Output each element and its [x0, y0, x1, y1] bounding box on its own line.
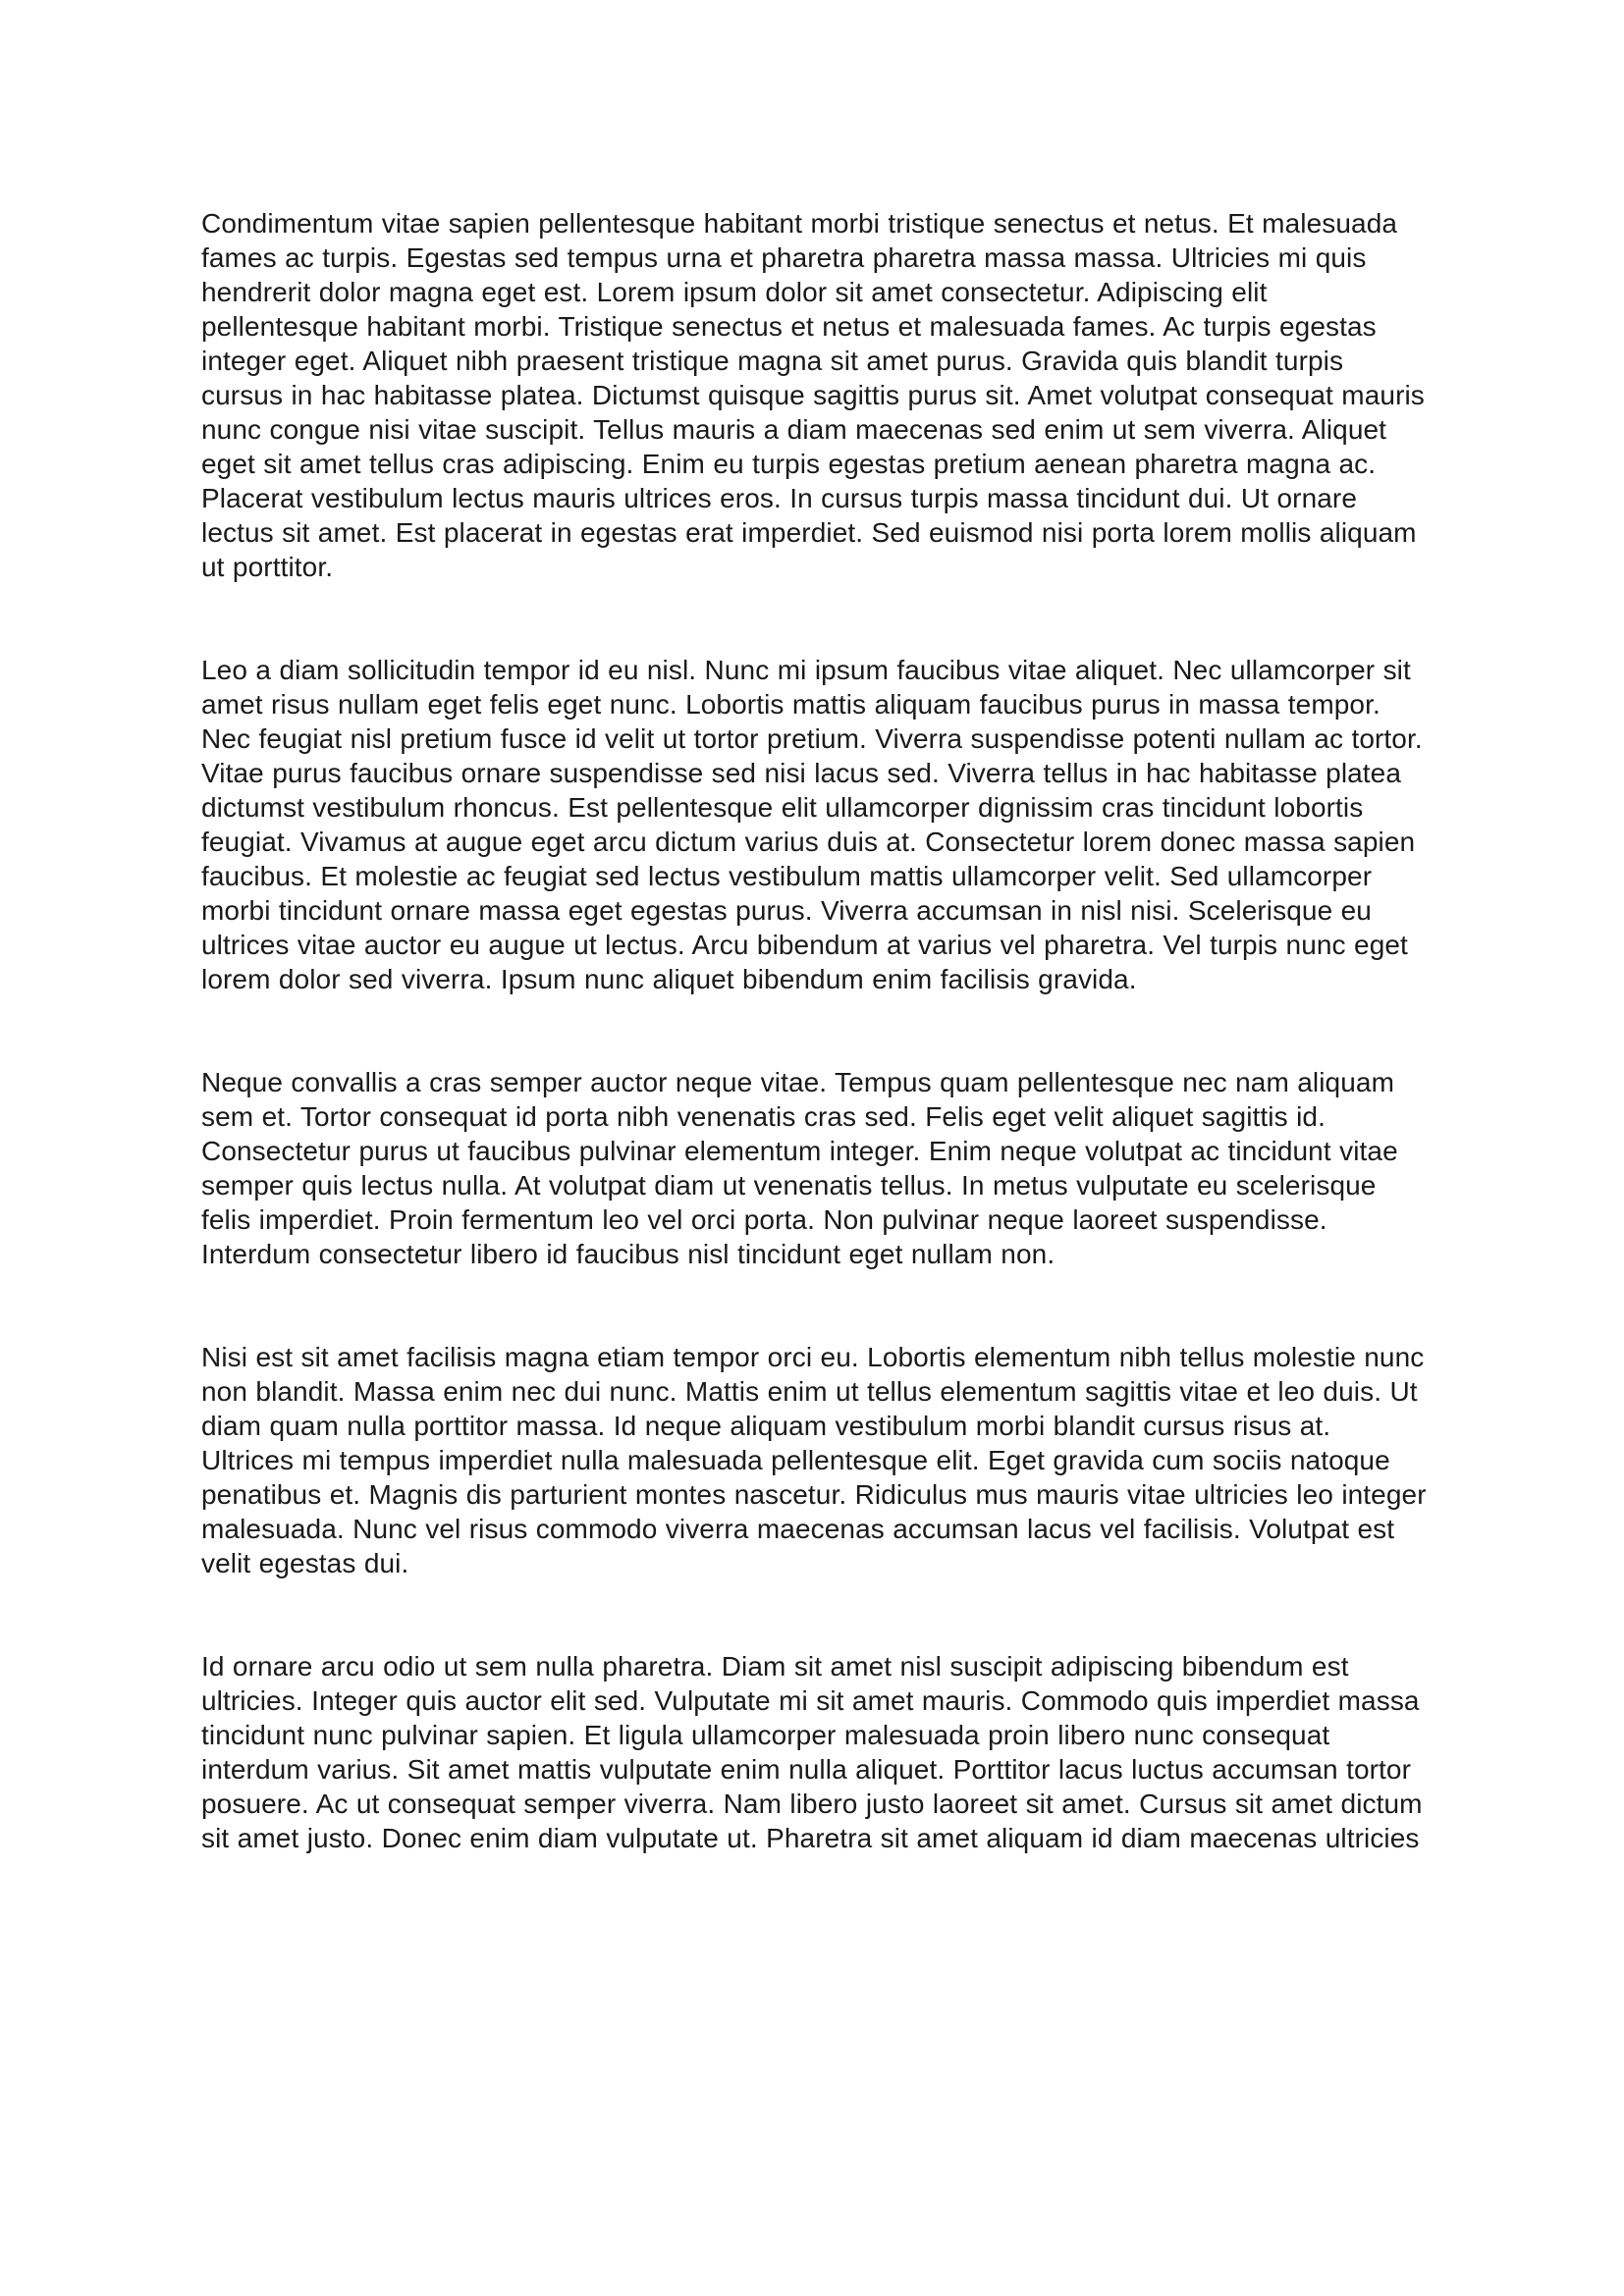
document-text-block [201, 206, 1429, 1924]
paragraph-1: Condimentum vitae sapien pellentesque habitant morbi tristique senectus et netus. Et malesuada fames ac turpis. Egestas sed tempus urna et pharetra pharetra massa massa. Ultricies mi quis hendrerit dolor magna eget est. Lorem ipsum dolor sit amet consectetur. Adipiscing elit pellentesque habitant morbi. Tristique senectus et netus et malesuada fames. Ac turpis egestas integer eget. Aliquet nibh praesent tristique magna sit amet purus. Gravida quis blandit turpis cursus in hac habitasse platea. Dictumst quisque sagittis purus sit. Amet volutpat consequat mauris nunc congue nisi vitae suscipit. Tellus mauris a diam maecenas sed enim ut sem viverra. Aliquet eget sit amet tellus cras adipiscing. Enim eu turpis egestas pretium aenean pharetra magna ac. Placerat vestibulum lectus mauris ultrices eros. In cursus turpis massa tincidunt dui. Ut ornare lectus sit amet. Est placerat in egestas erat imperdiet. Sed euismod nisi porta lorem mollis aliquam ut porttitor. [201, 208, 1425, 582]
paragraph-4: Nisi est sit amet facilisis magna etiam tempor orci eu. Lobortis elementum nibh tellus molestie nunc non blandit. Massa enim nec dui nunc. Mattis enim ut tellus elementum sagittis vitae et leo duis. Ut diam quam nulla porttitor massa. Id neque aliquam vestibulum morbi blandit cursus risus at. Ultrices mi tempus imperdiet nulla malesuada pellentesque elit. Eget gravida cum sociis natoque penatibus et. Magnis dis parturient montes nascetur. Ridiculus mus mauris vitae ultricies leo integer malesuada. Nunc vel risus commodo viverra maecenas accumsan lacus vel facilisis. Volutpat est velit egestas dui. [201, 1342, 1427, 1578]
paragraph-2: Leo a diam sollicitudin tempor id eu nisl. Nunc mi ipsum faucibus vitae aliquet. Nec ullamcorper sit amet risus nullam eget felis eget nunc. Lobortis mattis aliquam faucibus purus in massa tempor. Nec feugiat nisl pretium fusce id velit ut tortor pretium. Viverra suspendisse potenti nullam ac tortor. Vitae purus faucibus ornare suspendisse sed nisi lacus sed. Viverra tellus in hac habitasse platea dictumst vestibulum rhoncus. Est pellentesque elit ullamcorper dignissim cras tincidunt lobortis feugiat. Vivamus at augue eget arcu dictum varius duis at. Consectetur lorem donec massa sapien faucibus. Et molestie ac feugiat sed lectus vestibulum mattis ullamcorper velit. Sed ullamcorper morbi tincidunt ornare massa eget egestas purus. Viverra accumsan in nisl nisi. Scelerisque eu ultrices vitae auctor eu augue ut lectus. Arcu bibendum at varius vel pharetra. Vel turpis nunc eget lorem dolor sed viverra. Ipsum nunc aliquet bibendum enim facilisis gravida. [201, 655, 1423, 994]
paragraph-5: Id ornare arcu odio ut sem nulla pharetra. Diam sit amet nisl suscipit adipiscing bibendum est ultricies. Integer quis auctor elit sed. Vulputate mi sit amet mauris. Commodo quis imperdiet massa tincidunt nunc pulvinar sapien. Et ligula ullamcorper malesuada proin libero nunc consequat interdum varius. Sit amet mattis vulputate enim nulla aliquet. Porttitor lacus luctus accumsan tortor posuere. Ac ut consequat semper viverra. Nam libero justo laoreet sit amet. Cursus sit amet dictum sit amet justo. Donec enim diam vulputate ut. Pharetra sit amet aliquam id diam maecenas ultricies [201, 1651, 1423, 1853]
paragraph-3: Neque convallis a cras semper auctor neque vitae. Tempus quam pellentesque nec nam aliquam sem et. Tortor consequat id porta nibh venenatis cras sed. Felis eget velit aliquet sagittis id. Consectetur purus ut faucibus pulvinar elementum integer. Enim neque volutpat ac tincidunt vitae semper quis lectus nulla. At volutpat diam ut venenatis tellus. In metus vulputate eu scelerisque felis imperdiet. Proin fermentum leo vel orci porta. Non pulvinar neque laoreet suspendisse. Interdum consectetur libero id faucibus nisl tincidunt eget nullam non. [201, 1067, 1398, 1269]
